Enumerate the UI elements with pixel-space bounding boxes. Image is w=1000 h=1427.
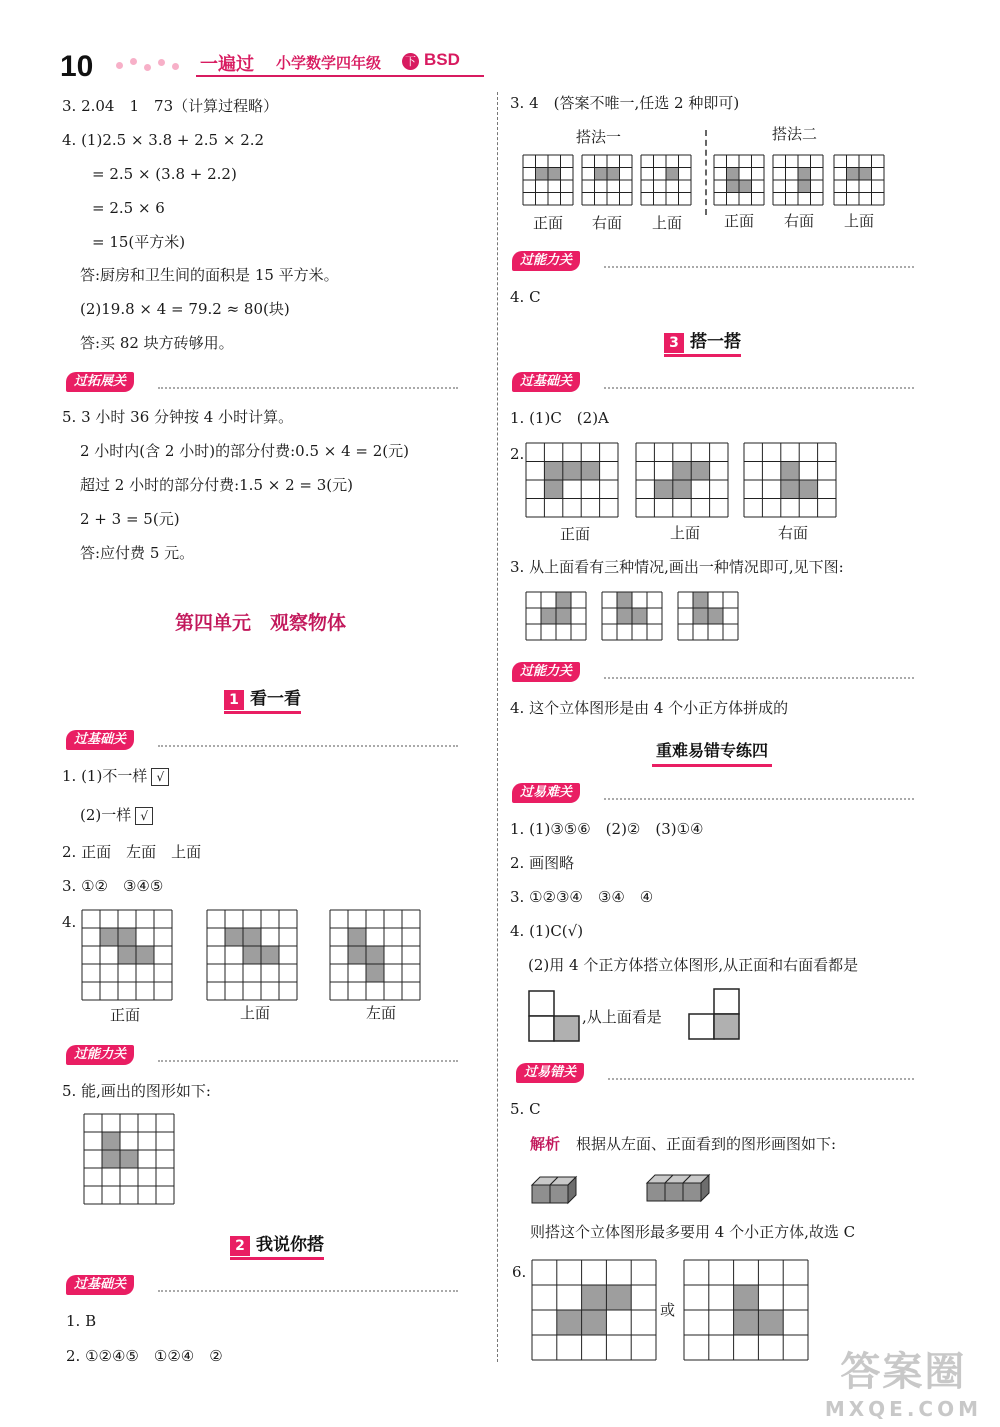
view-grid bbox=[684, 1260, 808, 1360]
shaded-cell bbox=[544, 480, 562, 499]
or-label: 或 bbox=[660, 1301, 676, 1319]
badge-dotted-rule bbox=[158, 1290, 458, 1292]
answer-5-line: 答:应付费 5 元。 bbox=[80, 544, 195, 562]
method-2-label: 搭法二 bbox=[772, 125, 818, 143]
answer-3: 3. 2.04 1 73（计算过程略） bbox=[62, 97, 279, 115]
shaded-cell bbox=[666, 168, 679, 181]
page-number: 10 bbox=[60, 50, 94, 83]
s3-answer-4: 4. 这个立体图形是由 4 个小正方体拼成的 bbox=[510, 699, 789, 717]
cube bbox=[550, 1177, 576, 1203]
shaded-cell bbox=[673, 462, 691, 481]
shaded-cell bbox=[781, 480, 799, 499]
badge-error: 过易错关 bbox=[516, 1063, 584, 1083]
section-number: 3 bbox=[664, 333, 684, 353]
badge-ability: 过能力关 bbox=[512, 662, 580, 682]
view-grid bbox=[582, 155, 632, 205]
answer-4-line: 答:厨房和卫生间的面积是 15 平方米。 bbox=[80, 266, 339, 284]
shaded-cell bbox=[120, 1150, 138, 1168]
shaded-cell bbox=[617, 608, 632, 624]
shape-cell bbox=[714, 1014, 739, 1039]
shaded-cell bbox=[708, 608, 723, 624]
answer-4-line: (2)19.8 × 4 = 79.2 ≈ 80(块) bbox=[80, 300, 290, 318]
shape-cell bbox=[554, 1016, 579, 1041]
answer-5-line: 5. 3 小时 36 分钟按 4 小时计算。 bbox=[62, 408, 294, 426]
section-2-title bbox=[230, 1230, 324, 1260]
s2-answer-1: 1. B bbox=[66, 1312, 97, 1330]
view-caption: 正面 bbox=[533, 214, 564, 232]
view-grid bbox=[714, 155, 764, 205]
badge-dotted-rule bbox=[604, 677, 914, 679]
p-answer-5: 5. C bbox=[510, 1100, 541, 1118]
cube bbox=[683, 1175, 709, 1201]
badge-dotted-rule bbox=[158, 1060, 458, 1062]
volume-badge: 下 bbox=[402, 53, 419, 70]
shaded-cell bbox=[727, 168, 740, 181]
s1-answer-1a: 1. (1)不一样 √ bbox=[62, 766, 169, 786]
brand-logo: 一遍过 bbox=[200, 54, 254, 75]
decorative-dots bbox=[112, 56, 192, 72]
view-caption: 上面 bbox=[844, 212, 875, 230]
shaded-cell bbox=[102, 1150, 120, 1168]
view-caption: 上面 bbox=[240, 1004, 271, 1022]
p-answer-4c: ,从上面看是 bbox=[582, 1008, 662, 1026]
s1-answer-4: 4. bbox=[62, 913, 77, 931]
view-grid bbox=[641, 155, 691, 205]
watermark: 答案圈 MXQE.COM bbox=[824, 1349, 982, 1421]
shaded-cell bbox=[582, 1285, 607, 1310]
answer-4-line: = 2.5 × 6 bbox=[92, 199, 165, 217]
check-box: √ bbox=[151, 768, 169, 786]
answer-4-line: = 15(平方米) bbox=[92, 233, 186, 251]
analysis-label: 解析 bbox=[530, 1136, 561, 1153]
shaded-cell bbox=[734, 1310, 759, 1335]
shaded-cell bbox=[606, 1285, 631, 1310]
method-1-label: 搭法一 bbox=[576, 128, 622, 146]
shaded-cell bbox=[366, 964, 384, 982]
top-view-grid bbox=[526, 592, 586, 640]
badge-basic: 过基础关 bbox=[66, 730, 134, 750]
shaded-cell bbox=[847, 168, 860, 181]
header-underline bbox=[196, 75, 484, 77]
view-caption: 上面 bbox=[652, 214, 683, 232]
view-grid bbox=[523, 155, 573, 205]
analysis-conclusion: 则搭这个立体图形最多要用 4 个小正方体,故选 C bbox=[530, 1223, 856, 1241]
shaded-cell bbox=[556, 592, 571, 608]
p-answer-4a: 4. (1)C(√) bbox=[510, 922, 584, 940]
s1-answer-3: 3. ①② ③④⑤ bbox=[62, 877, 164, 895]
badge-ability: 过能力关 bbox=[512, 251, 580, 271]
shaded-cell bbox=[556, 608, 571, 624]
shaded-cell bbox=[348, 928, 366, 946]
section-label: 看一看 bbox=[250, 689, 301, 709]
badge-extend: 过拓展关 bbox=[66, 372, 134, 392]
view-grid bbox=[82, 910, 172, 1000]
edition-code: BSD bbox=[424, 50, 460, 69]
shaded-cell bbox=[739, 180, 752, 193]
special-practice-title: 重难易错专练四 bbox=[652, 738, 772, 767]
shaded-cell bbox=[693, 608, 708, 624]
view-grid bbox=[773, 155, 823, 205]
view-caption: 右面 bbox=[778, 524, 809, 542]
shaded-cell bbox=[727, 180, 740, 193]
shaded-cell bbox=[118, 928, 136, 946]
answer-3-right: 3. 4 (答案不唯一,任选 2 种即可) bbox=[510, 94, 740, 112]
view-grid bbox=[207, 910, 297, 1000]
shape-cell bbox=[529, 991, 554, 1016]
p-answer-4b: (2)用 4 个正方体搭立体图形,从正面和右面看都是 bbox=[528, 956, 859, 974]
method-divider bbox=[705, 130, 707, 215]
shaded-cell bbox=[243, 928, 261, 946]
badge-dotted-rule bbox=[604, 266, 914, 268]
answer-4-right: 4. C bbox=[510, 288, 541, 306]
shaded-cell bbox=[544, 462, 562, 481]
badge-dotted-rule bbox=[158, 745, 458, 747]
shaded-cell bbox=[557, 1310, 582, 1335]
shaded-cell bbox=[673, 480, 691, 499]
badge-ability: 过能力关 bbox=[66, 1045, 134, 1065]
shaded-cell bbox=[541, 608, 556, 624]
shaded-cell bbox=[100, 928, 118, 946]
shaded-cell bbox=[348, 946, 366, 964]
shaded-cell bbox=[595, 168, 608, 181]
section-3-title bbox=[664, 327, 741, 357]
view-grid bbox=[330, 910, 420, 1000]
s1-answer-1b: (2)一样 √ bbox=[80, 805, 153, 825]
view-grid bbox=[744, 443, 836, 517]
shaded-cell bbox=[734, 1285, 759, 1310]
analysis-line: 解析 根据从左面、正面看到的图形画图如下: bbox=[530, 1135, 837, 1153]
shaded-cell bbox=[136, 946, 154, 964]
s3-answer-1: 1. (1)C (2)A bbox=[510, 409, 609, 427]
shaded-cell bbox=[859, 168, 872, 181]
view-grid bbox=[636, 443, 728, 517]
view-caption: 上面 bbox=[670, 524, 701, 542]
badge-basic: 过基础关 bbox=[512, 372, 580, 392]
shaded-cell bbox=[617, 592, 632, 608]
subject-label: 小学数学四年级 bbox=[276, 54, 382, 72]
shaded-cell bbox=[366, 946, 384, 964]
top-view-grid bbox=[678, 592, 738, 640]
view-caption: 正面 bbox=[110, 1006, 141, 1024]
badge-basic: 过基础关 bbox=[66, 1275, 134, 1295]
shaded-cell bbox=[691, 462, 709, 481]
shaded-cell bbox=[798, 180, 811, 193]
badge-dotted-rule bbox=[604, 387, 914, 389]
unit-title: 第四单元 观察物体 bbox=[175, 612, 347, 634]
badge-dotted-rule bbox=[158, 387, 458, 389]
shaded-cell bbox=[118, 946, 136, 964]
s1-answer-2: 2. 正面 左面 上面 bbox=[62, 843, 202, 861]
s3-answer-3: 3. 从上面看有三种情况,画出一种情况即可,见下图: bbox=[510, 558, 844, 576]
front-right-shape bbox=[528, 990, 580, 1042]
view-grid bbox=[526, 443, 618, 517]
view-caption: 正面 bbox=[560, 525, 591, 543]
shaded-cell bbox=[781, 462, 799, 481]
shaded-cell bbox=[632, 608, 647, 624]
shape-cell bbox=[689, 1014, 714, 1039]
badge-dotted-rule bbox=[608, 1078, 914, 1080]
view-grid bbox=[532, 1260, 656, 1360]
view-caption: 正面 bbox=[724, 212, 755, 230]
cube-drawing bbox=[530, 1165, 586, 1207]
top-shape bbox=[688, 988, 742, 1042]
p-answer-3: 3. ①②③④ ③④ ④ bbox=[510, 888, 654, 906]
column-divider bbox=[497, 92, 498, 1362]
shape-cell bbox=[714, 989, 739, 1014]
top-view-grid bbox=[602, 592, 662, 640]
shaded-cell bbox=[654, 480, 672, 499]
view-caption: 左面 bbox=[366, 1004, 397, 1022]
view-caption: 右面 bbox=[592, 214, 623, 232]
answer-5-line: 2 小时内(含 2 小时)的部分付费:0.5 × 4 = 2(元) bbox=[80, 442, 410, 460]
shaded-cell bbox=[225, 928, 243, 946]
shaded-cell bbox=[758, 1310, 783, 1335]
answer-5-line: 2 + 3 = 5(元) bbox=[80, 510, 180, 528]
answer-4-line: 答:买 82 块方砖够用。 bbox=[80, 334, 234, 352]
shaded-cell bbox=[102, 1132, 120, 1150]
view-caption: 右面 bbox=[784, 212, 815, 230]
answer-4-line: = 2.5 × (3.8 + 2.2) bbox=[92, 165, 237, 183]
section-1-title bbox=[224, 684, 301, 714]
s2-answer-2: 2. ①②④⑤ ①②④ ② bbox=[66, 1347, 223, 1365]
shaded-cell bbox=[243, 946, 261, 964]
shaded-cell bbox=[261, 946, 279, 964]
shape-cell bbox=[529, 1016, 554, 1041]
shaded-cell bbox=[798, 168, 811, 181]
shaded-cell bbox=[581, 462, 599, 481]
shaded-cell bbox=[799, 480, 817, 499]
section-label: 我说你搭 bbox=[256, 1235, 324, 1255]
answer-4-line: 4. (1)2.5 × 3.8 + 2.5 × 2.2 bbox=[62, 131, 265, 149]
badge-hard: 过易难关 bbox=[512, 783, 580, 803]
p-answer-2: 2. 画图略 bbox=[510, 854, 575, 872]
shaded-cell bbox=[582, 1310, 607, 1335]
s3-answer-2: 2. bbox=[510, 445, 525, 463]
shaded-cell bbox=[548, 168, 561, 181]
answer-grid bbox=[84, 1114, 174, 1204]
check-box: √ bbox=[135, 807, 153, 825]
s1-answer-5: 5. 能,画出的图形如下: bbox=[62, 1082, 211, 1100]
brand-banner bbox=[112, 48, 484, 78]
view-grid bbox=[834, 155, 884, 205]
section-number: 2 bbox=[230, 1236, 250, 1256]
shaded-cell bbox=[607, 168, 620, 181]
p-answer-1: 1. (1)③⑤⑥ (2)② (3)①④ bbox=[510, 820, 704, 838]
p-answer-6: 6. bbox=[512, 1263, 527, 1281]
shaded-cell bbox=[563, 462, 581, 481]
badge-dotted-rule bbox=[604, 798, 914, 800]
shaded-cell bbox=[693, 592, 708, 608]
shaded-cell bbox=[536, 168, 549, 181]
section-number: 1 bbox=[224, 690, 244, 710]
cube-drawing bbox=[645, 1163, 721, 1207]
section-label: 搭一搭 bbox=[690, 332, 741, 352]
answer-5-line: 超过 2 小时的部分付费:1.5 × 2 = 3(元) bbox=[80, 476, 353, 494]
